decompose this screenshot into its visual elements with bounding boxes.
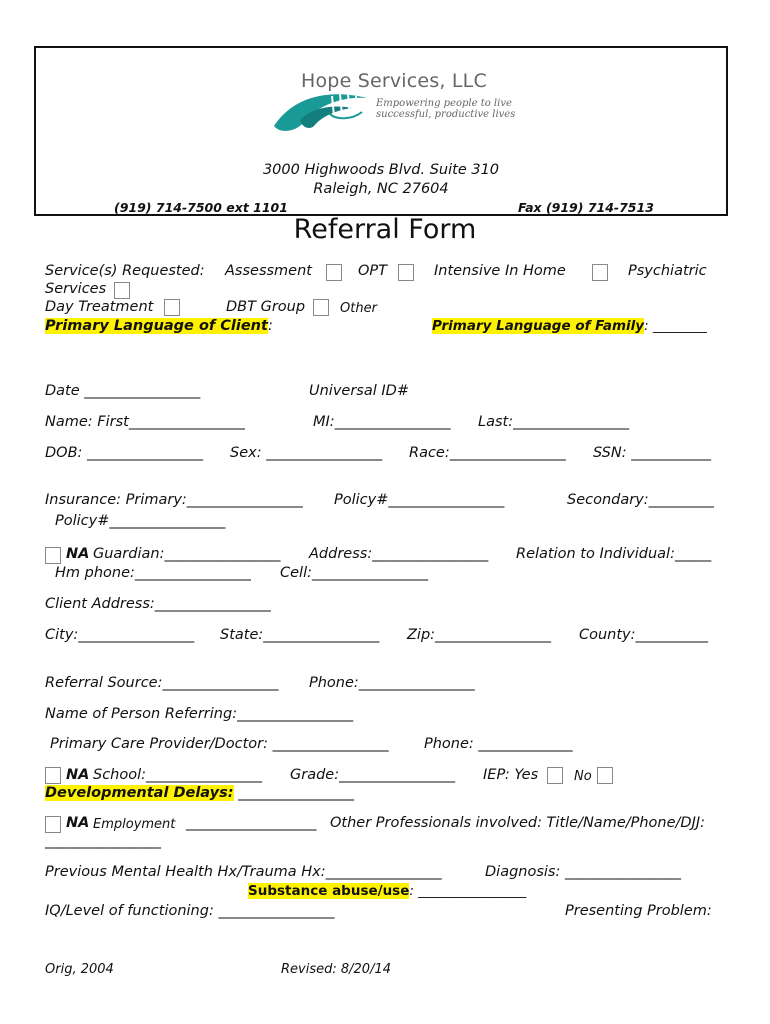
letterhead-box: [34, 46, 728, 216]
policy-primary-field[interactable]: Policy#________________: [334, 492, 505, 508]
substance-line[interactable]: : ________________: [409, 883, 527, 899]
option-opt-label: OPT: [358, 263, 388, 279]
option-other-label: Other: [340, 301, 377, 316]
guardian-na-checkbox[interactable]: [45, 547, 61, 564]
guardian-field[interactable]: Guardian:________________: [93, 546, 281, 562]
pcp-phone-field[interactable]: Phone: _____________: [424, 736, 573, 752]
guardian-na-label: NA: [66, 546, 90, 562]
universal-id-field[interactable]: Universal ID#: [309, 383, 409, 399]
policy-secondary-field[interactable]: Policy#________________: [55, 513, 226, 529]
option-assessment-label: Assessment: [225, 263, 312, 279]
sex-field[interactable]: Sex: ________________: [230, 445, 383, 461]
lang-client-label: Primary Language of Client: [45, 318, 268, 334]
option-services-label: Services: [45, 281, 107, 297]
option-intensive-label: Intensive In Home: [434, 263, 566, 279]
race-field[interactable]: Race:________________: [409, 445, 566, 461]
insurance-primary-field[interactable]: Insurance: Primary:________________: [45, 492, 303, 508]
client-address-field[interactable]: Client Address:________________: [45, 596, 271, 612]
iep-yes-label: IEP: Yes: [483, 767, 539, 783]
school-field[interactable]: School:________________: [93, 767, 263, 783]
company-tagline: [376, 98, 515, 120]
previous-mental-health-field[interactable]: Previous Mental Health Hx/Trauma Hx:________________: [45, 864, 442, 880]
dbt-checkbox[interactable]: [313, 299, 329, 316]
hope-logo-icon: [272, 88, 382, 133]
guardian-address-field[interactable]: Address:________________: [309, 546, 489, 562]
person-referring-field[interactable]: Name of Person Referring:________________: [45, 706, 354, 722]
last-name-field[interactable]: Last:________________: [478, 414, 630, 430]
option-psychiatric-label: Psychiatric: [628, 263, 707, 279]
option-day-treatment-label: Day Treatment: [45, 299, 154, 315]
diagnosis-field[interactable]: Diagnosis: ________________: [485, 864, 681, 880]
mi-field[interactable]: MI:________________: [313, 414, 451, 430]
primary-language-family: [432, 318, 707, 334]
zip-field[interactable]: Zip:________________: [407, 627, 552, 643]
company-name: Hope Services, LLC: [301, 70, 487, 92]
home-phone-field[interactable]: Hm phone:________________: [55, 565, 251, 581]
iep-no-checkbox[interactable]: [597, 767, 613, 784]
employment-label: Employment: [93, 817, 176, 832]
intensive-checkbox[interactable]: [592, 264, 608, 281]
date-field[interactable]: Date ________________: [45, 383, 201, 399]
referral-phone-field[interactable]: Phone:________________: [309, 675, 475, 691]
relation-field[interactable]: Relation to Individual:_____: [516, 546, 712, 562]
name-first-field[interactable]: Name: First________________: [45, 414, 245, 430]
other-professionals-field[interactable]: ________________: [45, 833, 161, 849]
substance-label: Substance abuse/use: [248, 883, 410, 899]
iq-field[interactable]: IQ/Level of functioning: ________________: [45, 903, 335, 919]
dev-delays-line[interactable]: ________________: [233, 785, 355, 801]
day-treatment-checkbox[interactable]: [164, 299, 180, 316]
original-date: Orig, 2004: [45, 962, 114, 977]
school-na-label: NA: [66, 767, 90, 783]
other-professionals-label: Other Professionals involved: Title/Name/Phone/DJJ:: [330, 815, 706, 831]
employment-na-checkbox[interactable]: [45, 816, 61, 833]
developmental-delays: [45, 785, 354, 801]
cell-phone-field[interactable]: Cell:________________: [280, 565, 428, 581]
option-dbt-label: DBT Group: [226, 299, 306, 315]
substance-abuse: [248, 883, 526, 899]
tagline-line-2: successful, productive lives: [376, 109, 516, 120]
school-na-checkbox[interactable]: [45, 767, 61, 784]
lang-client-colon: :: [267, 318, 273, 334]
dev-delays-label: Developmental Delays:: [45, 785, 234, 801]
county-field[interactable]: County:__________: [579, 627, 709, 643]
phone-number: (919) 714-7500 ext 1101: [114, 200, 288, 215]
psychiatric-checkbox[interactable]: [114, 282, 130, 299]
iep-yes-checkbox[interactable]: [547, 767, 563, 784]
referral-source-field[interactable]: Referral Source:________________: [45, 675, 279, 691]
pcp-field[interactable]: Primary Care Provider/Doctor: ________________: [50, 736, 389, 752]
form-title: Referral Form: [293, 214, 477, 245]
ssn-field[interactable]: SSN: ___________: [593, 445, 711, 461]
revised-date: Revised: 8/20/14: [281, 962, 391, 977]
address-line-2: Raleigh, NC 27604: [313, 181, 449, 197]
services-label: Service(s) Requested:: [45, 263, 205, 279]
lang-family-label: Primary Language of Family: [432, 318, 645, 334]
address-line-1: 3000 Highwoods Blvd. Suite 310: [262, 162, 500, 178]
city-field[interactable]: City:________________: [45, 627, 195, 643]
assessment-checkbox[interactable]: [326, 264, 342, 281]
primary-language-client: [45, 318, 273, 334]
dob-field[interactable]: DOB: ________________: [45, 445, 204, 461]
state-field[interactable]: State:________________: [220, 627, 380, 643]
employment-na-label: NA: [66, 815, 90, 831]
tagline-line-1: Empowering people to live: [376, 98, 512, 109]
lang-family-line[interactable]: : ________: [644, 318, 707, 334]
secondary-insurance-field[interactable]: Secondary:_________: [567, 492, 714, 508]
opt-checkbox[interactable]: [398, 264, 414, 281]
employment-field[interactable]: __________________: [186, 815, 317, 831]
fax-number: Fax (919) 714-7513: [518, 200, 654, 215]
presenting-problem-label: Presenting Problem:: [565, 903, 712, 919]
iep-no-label: No: [574, 769, 592, 784]
grade-field[interactable]: Grade:________________: [290, 767, 456, 783]
